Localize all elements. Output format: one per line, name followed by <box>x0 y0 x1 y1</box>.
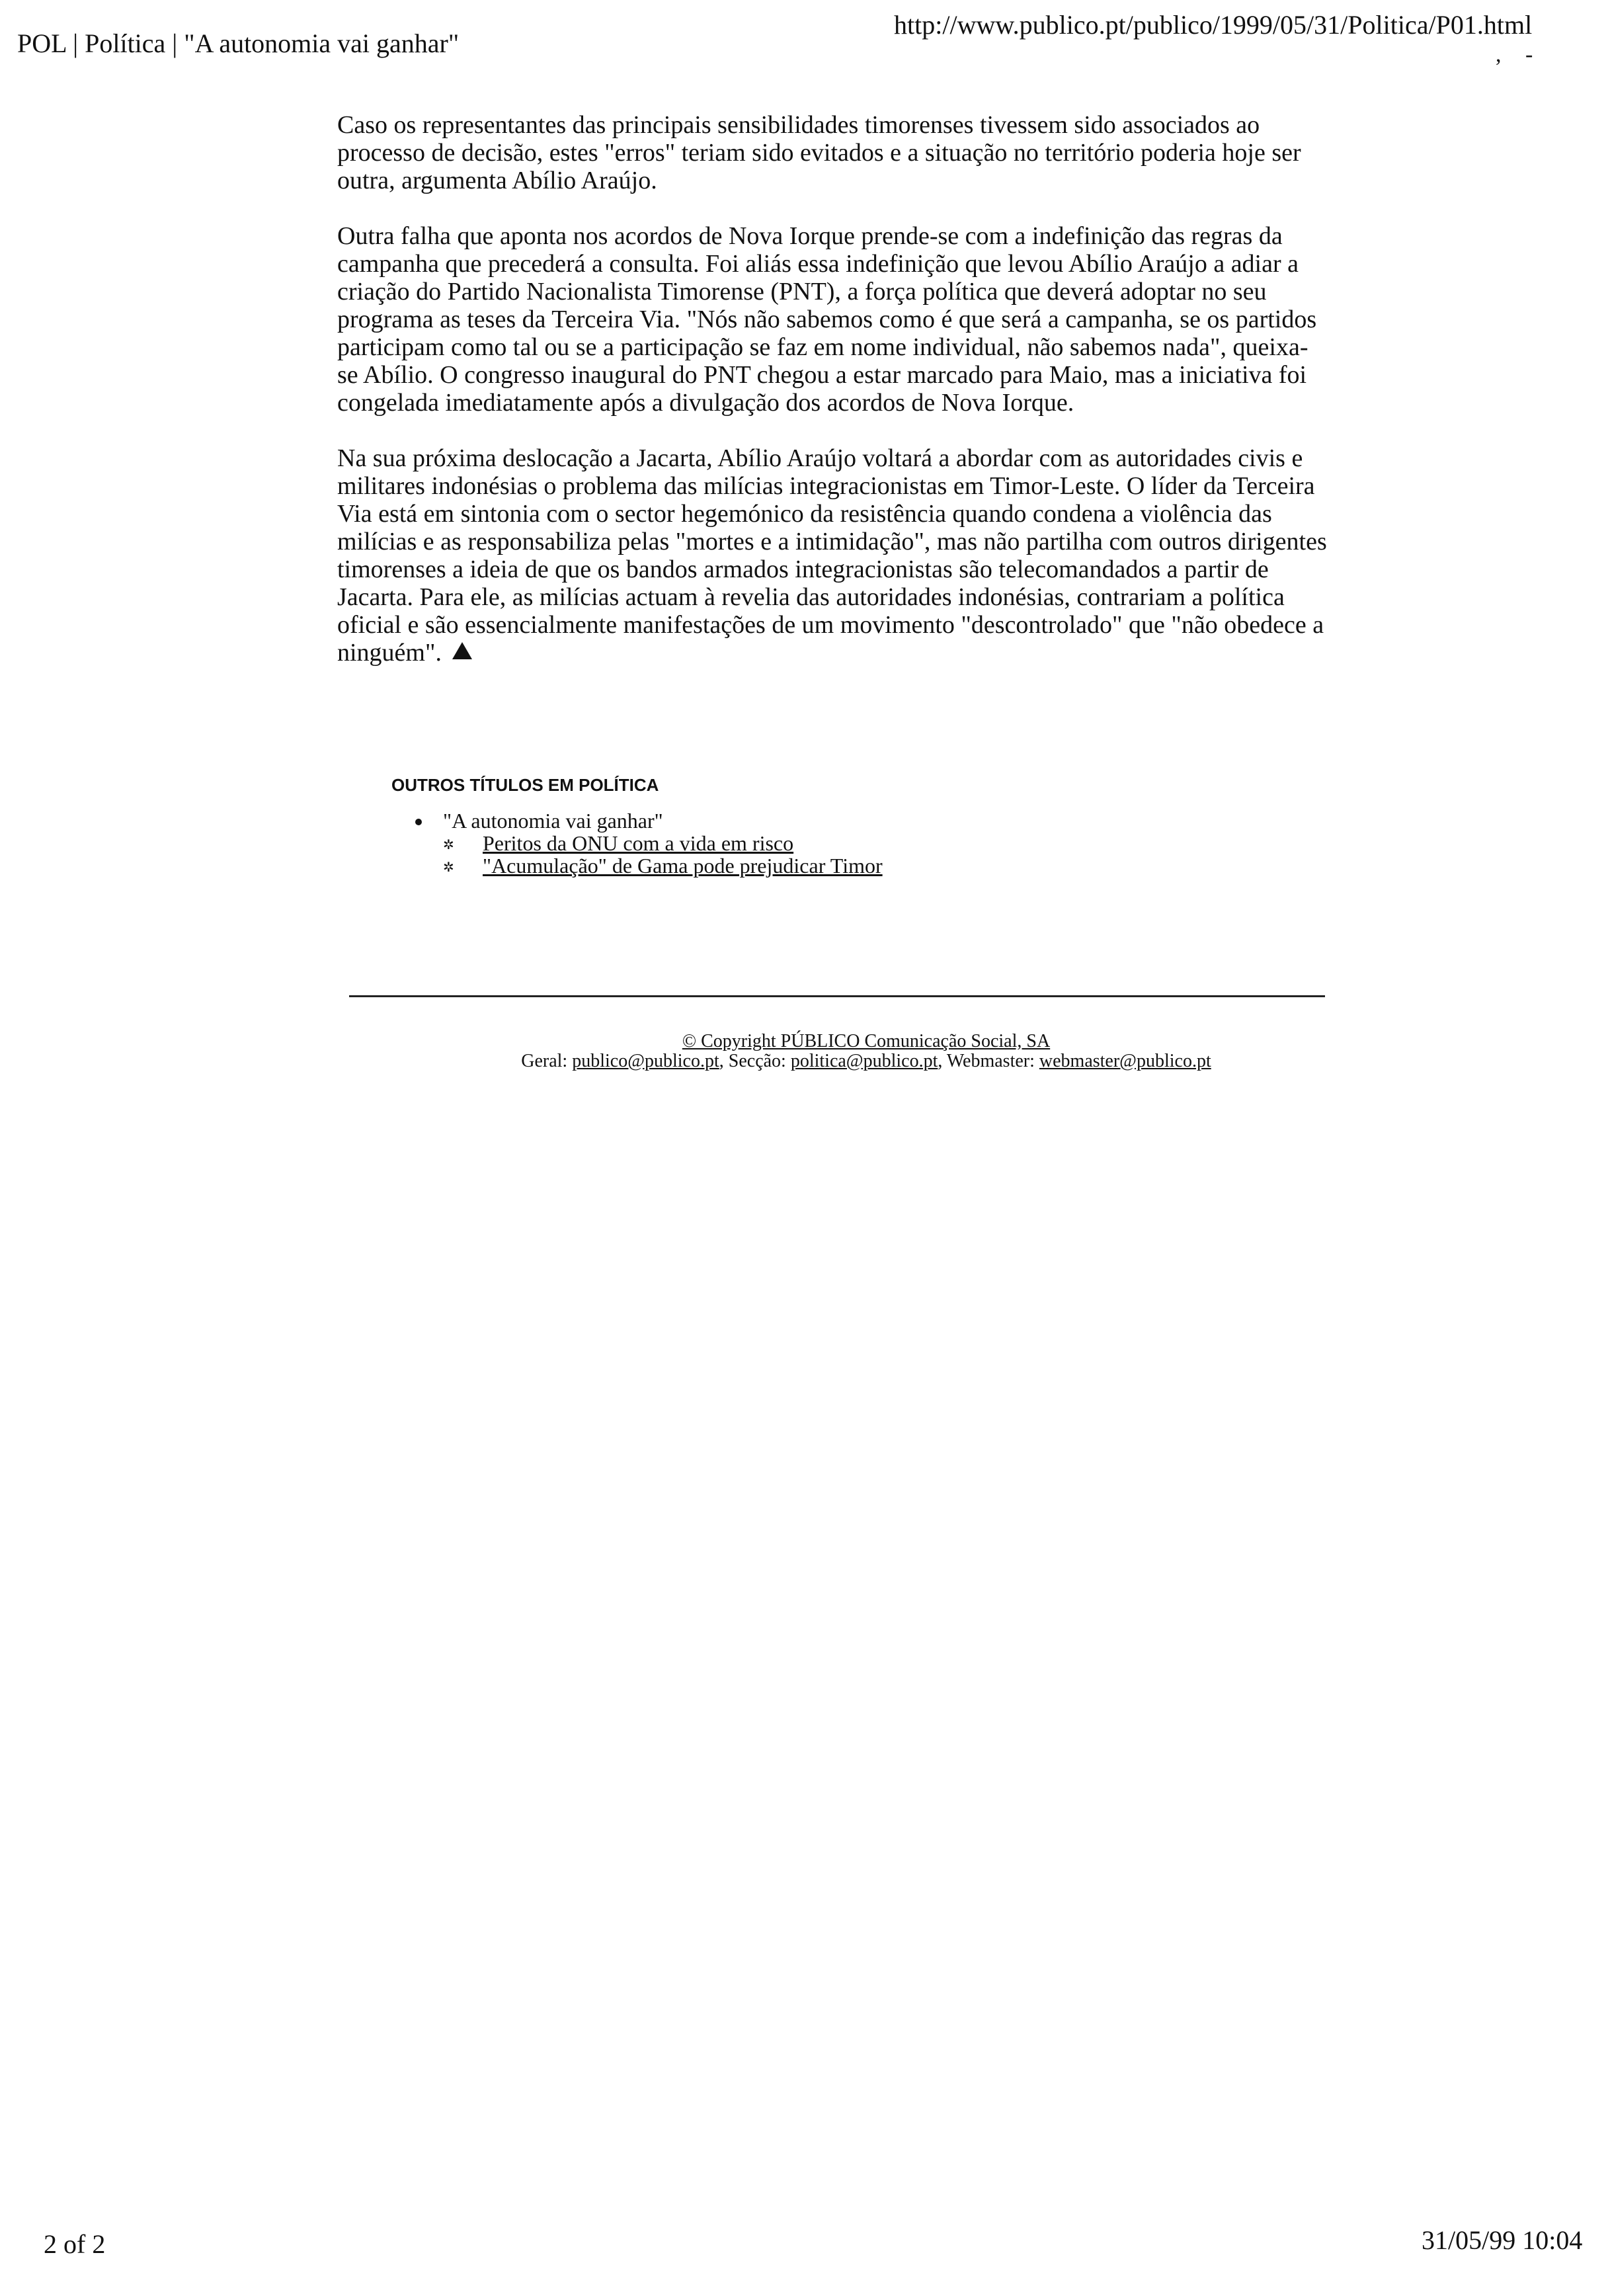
related-link-item <box>443 854 1119 878</box>
section-email-link[interactable]: politica@publico.pt <box>790 1051 938 1071</box>
print-page-number: 2 of 2 <box>44 2229 106 2259</box>
print-header-url: http://www.publico.pt/publico/1999/05/31/Politica/P01.html <box>894 10 1533 40</box>
article-paragraph-3-text: Na sua próxima deslocação a Jacarta, Abílio Araújo voltará a abordar com as autoridades civis e militares indonésias o problema das milícias integracionistas em Timor-Leste. O líder da Terceira Via está em sintonia com o sector hegemónico da resistência quando condena a violência das milícias e as responsabiliza pelas "mortes e a intimidação", mas não partilha com outros dirigentes timorenses a ideia de que os bandos armados integracionistas são telecomandados a partir de Jacarta. Para ele, as milícias actuam à revelia das autoridades indonésias, contrariam a política oficial e são essencialmente manifestações de um movimento "descontrolado" que "não obedece a ninguém". <box>337 444 1327 667</box>
bullet-icon <box>415 819 422 825</box>
webmaster-label: Webmaster: <box>946 1051 1035 1071</box>
article-paragraph-3 <box>337 444 1329 667</box>
related-link-peritos[interactable]: Peritos da ONU com a vida em risco <box>483 831 794 855</box>
article-body <box>337 111 1329 694</box>
back-to-top-icon[interactable] <box>452 642 472 659</box>
article-paragraph-2: Outra falha que aponta nos acordos de Nova Iorque prende-se com a indefinição das regras da campanha que precederá a consulta. Foi aliás essa indefinição que levou Abílio Araújo a adiar a criação do Partido Nacionalista Timorense (PNT), a força política que deverá adoptar no seu programa as teses da Terceira Via. "Nós não sabemos como é que será a campanha, se os partidos participam como tal ou se a participação se faz em nome individual, não sabemos nada", queixa-se Abílio. O congresso inaugural do PNT chegou a estar marcado para Maio, mas a iniciativa foi congelada imediatamente após a divulgação dos acordos de Nova Iorque. <box>337 222 1317 417</box>
footer-divider <box>349 995 1325 997</box>
sub-bullet-icon: ✲ <box>443 860 454 875</box>
related-list <box>391 809 1119 877</box>
related-sub-list <box>443 832 1119 877</box>
print-header-title: POL | Política | "A autonomia vai ganhar" <box>17 28 460 58</box>
related-titles <box>391 774 1119 877</box>
copyright-link[interactable]: © Copyright PÚBLICO Comunicação Social, SA <box>682 1031 1051 1051</box>
corner-mark: , - <box>1496 42 1543 67</box>
general-email-link[interactable]: publico@publico.pt <box>572 1051 719 1071</box>
contact-line: Geral: publico@publico.pt, Secção: politica@publico.pt, Webmaster: webmaster@publico.pt <box>521 1051 1211 1071</box>
related-link-acumulacao[interactable]: "Acumulação" de Gama pode prejudicar Timor <box>483 854 883 878</box>
print-timestamp: 31/05/99 10:04 <box>1422 2225 1583 2255</box>
site-footer <box>370 1032 1362 1071</box>
related-heading: OUTROS TÍTULOS EM POLÍTICA <box>391 775 659 795</box>
webmaster-email-link[interactable]: webmaster@publico.pt <box>1039 1051 1211 1071</box>
section-label: Secção: <box>728 1051 786 1071</box>
copyright-line <box>370 1032 1362 1051</box>
related-link-item <box>443 831 1119 855</box>
related-current-item <box>415 809 1119 877</box>
article-paragraph-1: Caso os representantes das principais sensibilidades timorenses tivessem sido associados ao processo de decisão, estes "erros" teriam sido evitados e a situação no território poderia hoje ser outra, argumenta Abílio Araújo. <box>337 111 1301 194</box>
general-label: Geral: <box>521 1051 568 1071</box>
sub-bullet-icon: ✲ <box>443 838 454 852</box>
related-current-title: "A autonomia vai ganhar" <box>443 809 663 833</box>
